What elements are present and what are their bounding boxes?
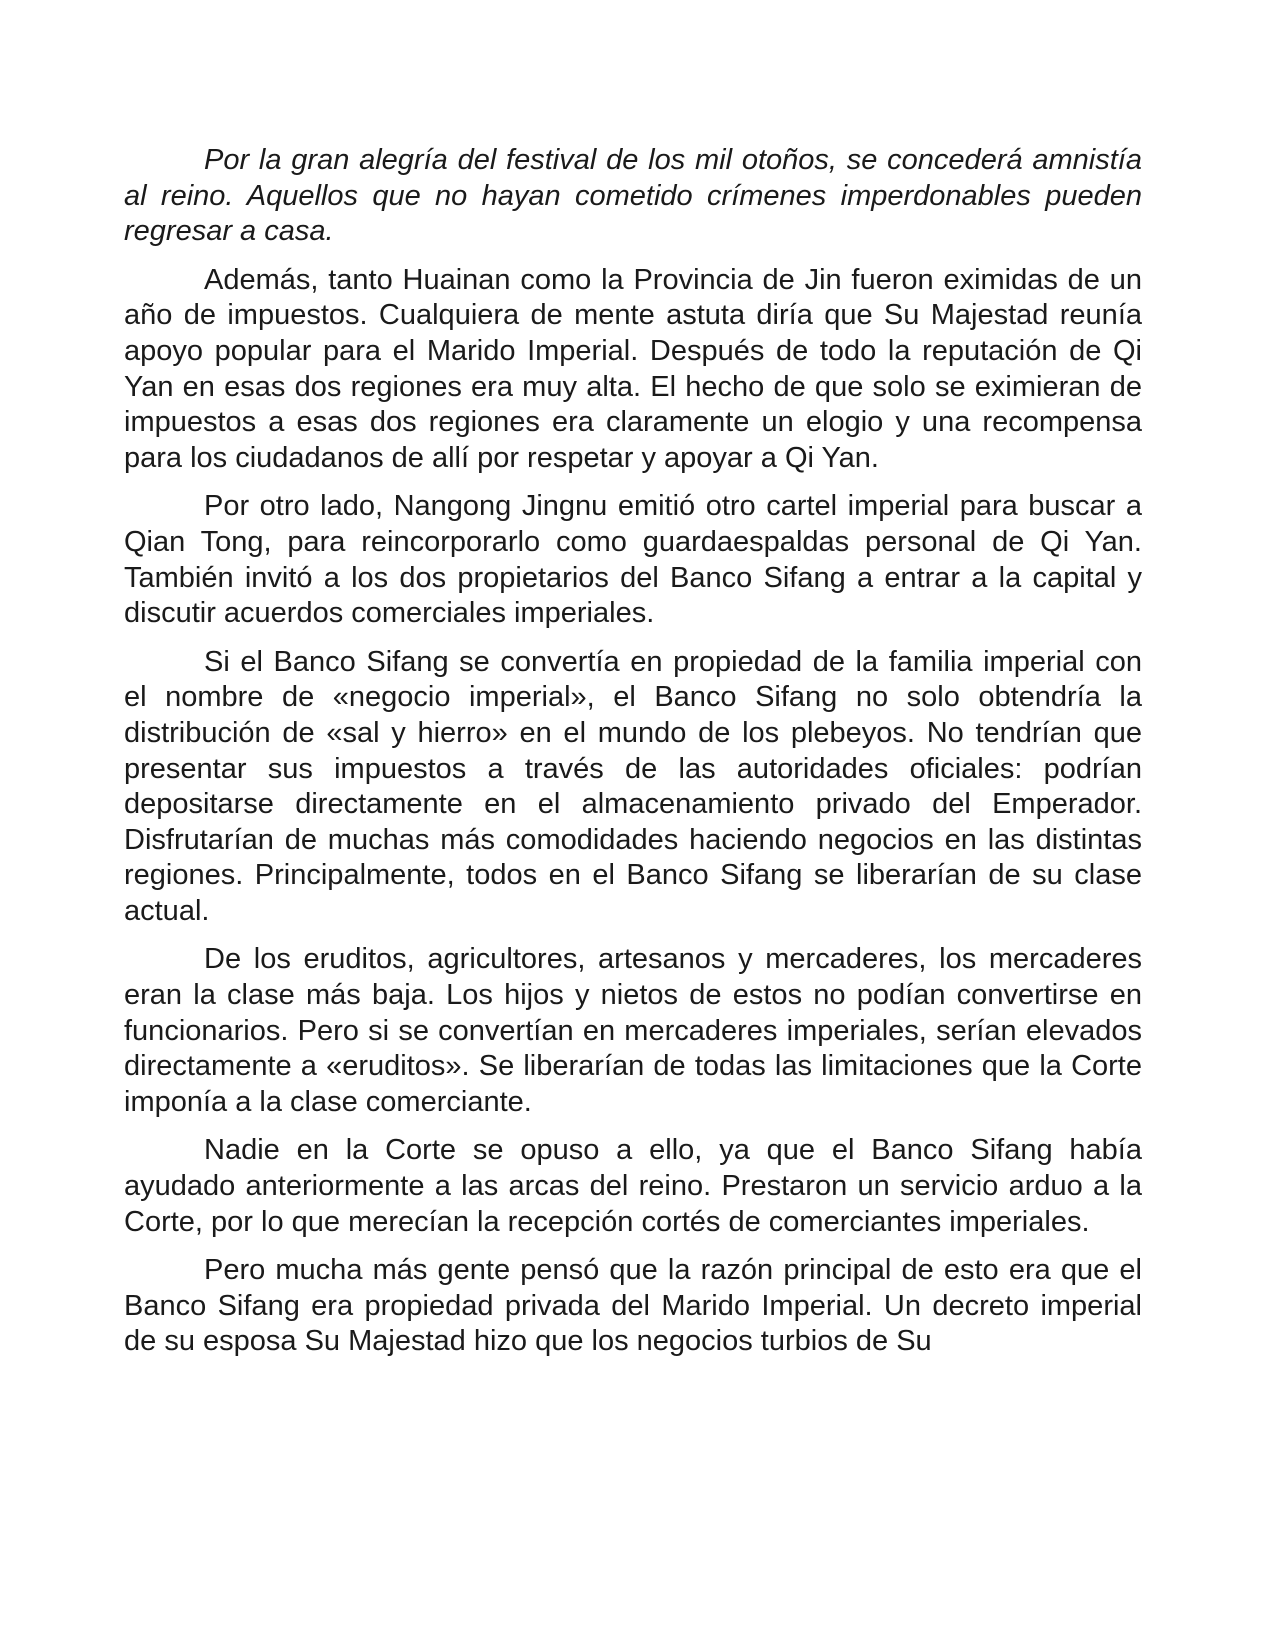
paragraph-merchant-class: De los eruditos, agricultores, artesanos y mercaderes, los mercaderes eran la clase más baja. Los hijos y nietos de estos no podían convertirse en funcionarios. Pero si se convertían en mercaderes imperiales, serían elevados directamente a «eruditos». Se liberarían de todas las limitaciones que la Corte imponía a la clase comerciante. bbox=[124, 943, 1142, 1118]
paragraph-tax-exemption: Además, tanto Huainan como la Provincia de Jin fueron eximidas de un año de impuestos. Cualquiera de mente astuta diría que Su Majestad reunía apoyo popular para el Marido Imperial. Después de todo la reputación de Qi Yan en esas dos regiones era muy alta. El hecho de que solo se eximieran de impuestos a esas dos regiones era claramente un elogio y una recompensa para los ciudadanos de allí por respetar y apoyar a Qi Yan. bbox=[124, 263, 1142, 474]
paragraph-imperial-business: Si el Banco Sifang se convertía en propiedad de la familia imperial con el nombre de «negocio imperial», el Banco Sifang no solo obtendría la distribución de «sal y hierro» en el mundo de los plebeyos. No tendrían que presentar sus impuestos a través de las autoridades oficiales: podrían depositarse directamente en el almacenamiento privado del Emperador. Disfrutarían de muchas más comodidades haciendo negocios en las distintas regiones. Principalmente, todos en el Banco Sifang se liberarían de su clase actual. bbox=[124, 645, 1142, 927]
document-page bbox=[124, 143, 1142, 1373]
paragraph-court-opinion: Nadie en la Corte se opuso a ello, ya que el Banco Sifang había ayudado anteriormente a las arcas del reino. Prestaron un servicio arduo a la Corte, por lo que merecían la recepción cortés de comerciantes imperiales. bbox=[124, 1134, 1142, 1238]
paragraph-imperial-notice: Por otro lado, Nangong Jingnu emitió otro cartel imperial para buscar a Qian Tong, para reincorporarlo como guardaespaldas personal de Qi Yan. También invitó a los dos propietarios del Banco Sifang a entrar a la capital y discutir acuerdos comerciales imperiales. bbox=[124, 490, 1142, 630]
paragraph-amnesty-decree: Por la gran alegría del festival de los mil otoños, se concederá amnistía al reino. Aquellos que no hayan cometido crímenes imperdonables pueden regresar a casa. bbox=[124, 144, 1142, 248]
paragraph-private-property: Pero mucha más gente pensó que la razón principal de esto era que el Banco Sifang era propiedad privada del Marido Imperial. Un decreto imperial de su esposa Su Majestad hizo que los negocios turbios de Su bbox=[124, 1254, 1142, 1358]
